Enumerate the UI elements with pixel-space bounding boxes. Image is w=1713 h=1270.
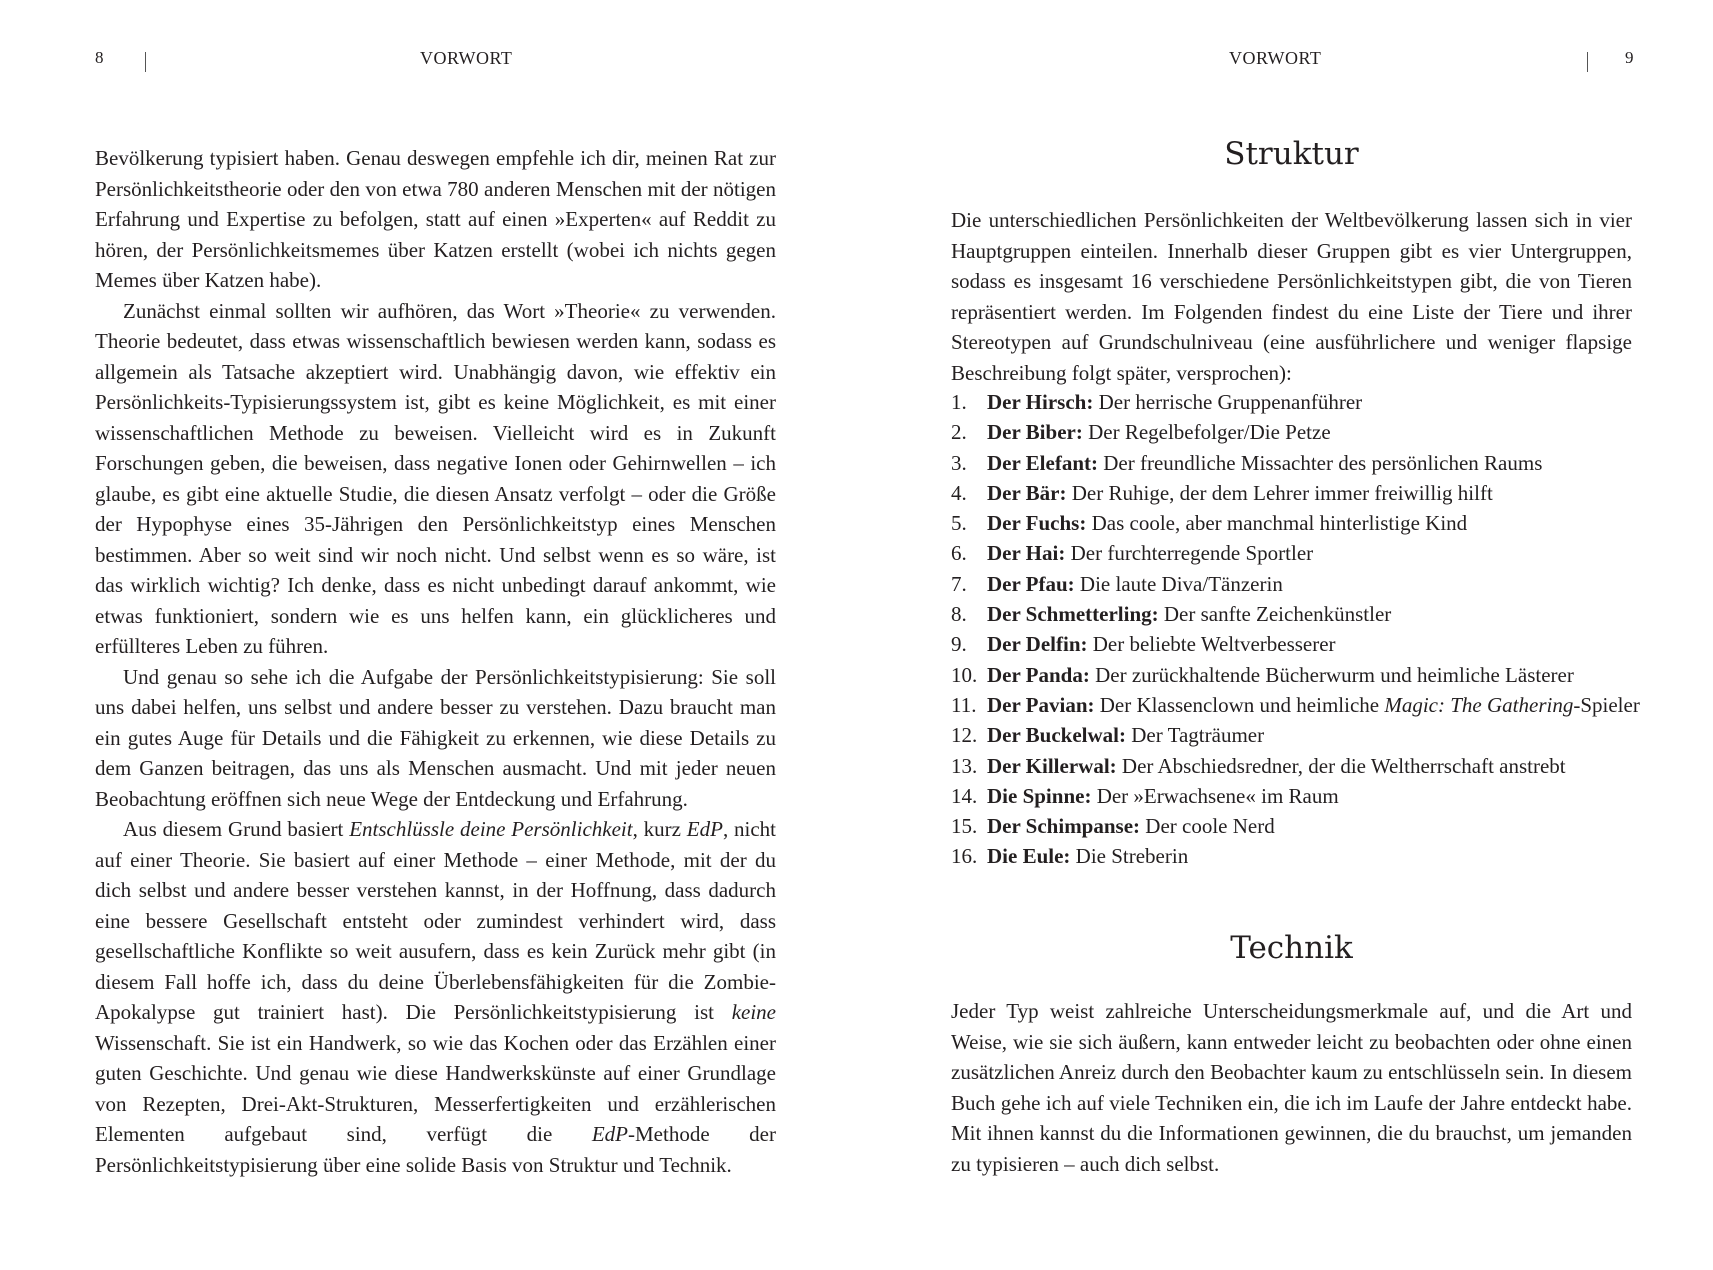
abbreviation: EdP [591,1122,628,1146]
animal-description: Der herrische Gruppenanführer [1098,390,1363,414]
list-item-number: 11. [951,692,977,717]
list-item-number: 7. [951,571,967,596]
animal-name: Der Bär: [987,480,1067,505]
paragraph-2: Zunächst einmal sollten wir aufhören, das Wort »Theorie« zu verwenden. Theorie bedeutet, dass etwas wissenschaftlich bewiesen werden kann, sodass es allgemein als Tatsache akzeptiert wird. Unabhängig davon, wie effektiv ein Persönlichkeits-Typisierungssystem ist, gibt es keine Möglichkeit, es mit einer wissenschaftlichen Methode zu beweisen. Vielleicht wird es in Zukunft Forschungen geben, die beweisen, dass negative Ionen oder Gehirnwellen – ich glaube, es gibt eine aktuelle Studie, die diesen Ansatz verfolgt – oder die Größe der Hypophyse eines 35-Jährigen den Persönlichkeitstyp eines Menschen bestimmen. Aber so weit sind wir noch nicht. Und selbst wenn es so wäre, ist das wirklich wichtig? Ich denke, dass es nicht unbedingt darauf ankommt, wie etwas funktioniert, sondern wie es uns helfen kann, ein glücklicheres und erfüllteres Leben zu führen. [95,298,776,658]
abbreviation: EdP [686,817,723,841]
animal-name: Der Schmetterling: [987,602,1159,627]
list-item-body [987,538,1313,568]
animal-name: Der Delfin: [987,632,1088,657]
animal-description: Der Regelbefolger/Die Petze [1088,420,1331,445]
animal-name: Der Buckelwal: [987,723,1127,748]
paragraph-4 [95,814,776,1180]
animal-description: Der Tagträumer [1131,723,1265,748]
left-page [0,0,856,1270]
emphasis-keine: keine [731,1000,776,1024]
list-item [951,478,1651,508]
list-item-number: 14. [951,783,978,808]
list-item-body [987,387,1362,417]
animal-description: Die Streberin [1075,844,1189,869]
animal-name: Der Elefant: [987,450,1098,475]
list-item-number: 15. [951,814,978,839]
list-item-number: 16. [951,844,978,869]
animal-description: Der beliebte Weltverbesserer [1092,632,1336,657]
list-item-number: 2. [951,420,967,445]
animal-description: Der Abschiedsredner, der die Weltherrschaft anstrebt [1121,753,1566,778]
animal-description: Der zurückhaltende Bücherwurm und heimliche Lästerer [1095,662,1574,687]
p4-segment: , kurz [632,817,687,841]
list-item-body [987,751,1566,781]
list-item-body [987,417,1331,447]
list-item-body [987,599,1391,629]
animal-name: Die Spinne: [987,783,1092,808]
animal-name: Der Schimpanse: [987,814,1141,839]
list-item-number: 3. [951,450,967,475]
paragraph-1: Bevölkerung typisiert haben. Genau deswegen empfehle ich dir, meinen Rat zur Persönlichkeitstheorie oder den von etwa 780 anderen Menschen mit der nötigen Erfahrung und Expertise zu befolgen, statt auf einen »Experten« auf Reddit zu hören, der Persönlichkeitsmemes über Katzen erstellt (wobei ich nichts gegen Memes über Katzen habe). [95,146,776,292]
list-item [951,751,1651,781]
list-item-number: 13. [951,753,978,778]
header-divider-right [1587,52,1588,72]
animal-description: Der Klassenclown und heimliche [1099,692,1385,717]
header-divider-left [145,52,146,72]
list-item-body [987,811,1275,841]
list-item [951,629,1651,659]
list-item [951,417,1651,447]
animal-name: Der Hai: [987,541,1066,566]
page-number-left: 8 [95,48,104,67]
animal-description: Der Ruhige, der dem Lehrer immer freiwillig hilft [1071,480,1493,505]
section-heading-technik: Technik [1230,930,1353,966]
animal-name: Der Fuchs: [987,511,1087,536]
animal-name: Der Pfau: [987,571,1075,596]
page-number-right: 9 [1625,48,1634,67]
list-item [951,569,1651,599]
running-header-left: VORWORT [420,48,513,68]
list-item-number: 12. [951,723,978,748]
animal-description: Das coole, aber manchmal hinterlistige Kind [1091,511,1468,536]
list-item-number: 8. [951,602,967,627]
animal-name: Der Biber: [987,420,1083,445]
list-item-number: 4. [951,480,967,505]
running-header-right: VORWORT [1229,48,1322,68]
animal-description: Der coole Nerd [1145,814,1275,839]
list-item-body [987,720,1264,750]
list-item [951,448,1651,478]
animal-name: Der Killerwal: [987,753,1117,778]
list-item [951,690,1651,720]
animal-description: Der sanfte Zeichenkünstler [1163,602,1392,627]
list-item-number: 10. [951,662,978,687]
list-item-number: 6. [951,541,967,566]
animal-description: Der furchterregende Sportler [1070,541,1314,566]
list-item [951,508,1651,538]
list-item [951,811,1651,841]
list-item-number: 5. [951,511,967,536]
list-item [951,781,1651,811]
animal-description-suffix: -Spieler [1573,692,1640,717]
personality-types-list [951,387,1651,872]
p4-segment: , nicht auf einer Theorie. Sie basiert auf einer Methode – einer Methode, mit der du dich selbst und andere besser verstehen kannst, in der Hoffnung, dass dadurch eine bessere Gesellschaft entsteht oder zumindest verhindert wird, dass gesellschaftliche Konflikte so weit ausufern, dass es kein Zurück mehr gibt (in diesem Fall hoffe ich, dass du deine Überlebensfähigkeiten für die Zombie-Apokalypse gut trainiert hast). Die Persönlichkeitstypisierung ist [95,817,776,1024]
technik-body [951,996,1632,1179]
animal-name: Der Panda: [987,662,1090,687]
game-title: Magic: The Gathering [1384,692,1574,717]
p4-segment: Wissenschaft. Sie ist ein Handwerk, so wie das Kochen oder das Erzählen einer guten Geschichte. Und genau wie diese Handwerkskünste auf einer Grundlage von Rezepten, Drei-Akt-Strukturen, Messerfertigkeiten und erzählerischen Elementen aufgebaut sind, verfügt die [95,1030,776,1146]
animal-name: Der Pavian: [987,692,1095,717]
list-item-body [987,781,1339,811]
left-body-text [95,143,776,1180]
list-item [951,841,1651,871]
list-item [951,599,1651,629]
animal-description: Der freundliche Missachter des persönlichen Raums [1103,450,1543,475]
list-item-body [987,660,1574,690]
list-item [951,720,1651,750]
list-item-body [987,569,1283,599]
list-item [951,660,1651,690]
p4-segment: Aus diesem Grund basiert [123,817,350,841]
animal-name: Die Eule: [987,844,1071,869]
list-item-number: 1. [951,390,967,414]
animal-name: Der Hirsch: [987,390,1094,414]
struktur-intro [951,205,1632,388]
list-item-body [987,508,1467,538]
list-item [951,387,1651,417]
list-item-body [987,448,1542,478]
animal-description: Der »Erwachsene« im Raum [1096,783,1339,808]
section-heading-struktur: Struktur [1224,136,1359,172]
list-item-body [987,841,1188,871]
list-item-body [987,690,1640,720]
right-page [856,0,1713,1270]
animal-description: Die laute Diva/Tänzerin [1079,571,1283,596]
paragraph-3: Und genau so sehe ich die Aufgabe der Persönlichkeitstypisierung: Sie soll uns dabei helfen, uns selbst und andere besser zu verstehen. Dazu braucht man ein gutes Auge für Details und die Fähigkeit zu erkennen, wie diese Details zu dem Ganzen beitragen, das uns als Menschen ausmacht. Und mit jeder neuen Beobachtung eröffnen sich neue Wege der Entdeckung und Erfahrung. [95,664,776,811]
list-item-number: 9. [951,632,967,657]
list-item [951,538,1651,568]
technik-text: Jeder Typ weist zahlreiche Unterscheidungsmerkmale auf, und die Art und Weise, wie sie sich äußern, kann entweder leicht zu beobachten oder ohne einen zusätzlichen Anreiz durch den Beobachter kaum zu entschlüsseln sein. In diesem Buch gehe ich auf viele Techniken ein, die ich im Laufe der Jahre entdeckt habe. Mit ihnen kannst du die Informationen gewinnen, die du brauchst, um jemanden zu typisieren – auch dich selbst. [951,999,1632,1176]
struktur-intro-text: Die unterschiedlichen Persönlichkeiten der Weltbevölkerung lassen sich in vier Hauptgruppen einteilen. Innerhalb dieser Gruppen gibt es vier Untergruppen, sodass es insgesamt 16 verschiedene Persönlichkeitstypen gibt, die von Tieren repräsentiert werden. Im Folgenden findest du eine Liste der Tiere und ihrer Stereotypen auf Grundschulniveau (eine ausführlichere und weniger flapsige Beschreibung folgt später, versprochen): [951,208,1632,385]
p4-segment: -Methode der Persönlichkeitstypisierung über eine solide Basis von Struktur und Technik. [95,1122,776,1177]
book-title: Entschlüssle deine Persönlichkeit [349,817,633,841]
list-item-body [987,478,1493,508]
list-item-body [987,629,1336,659]
